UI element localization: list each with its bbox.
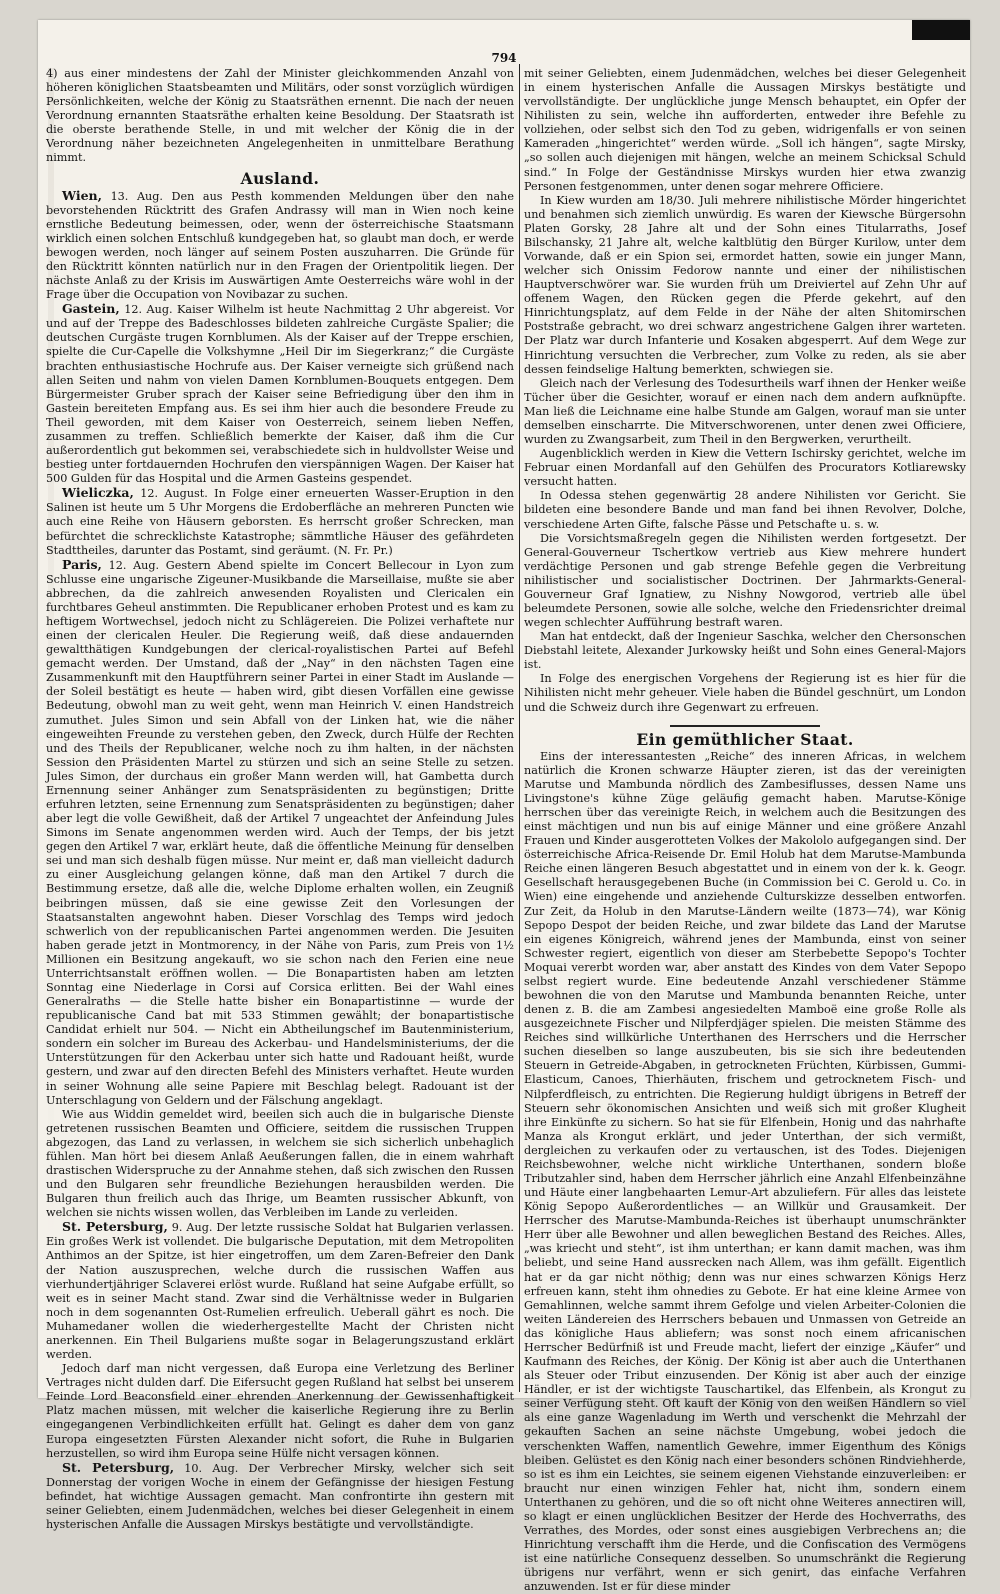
- article-kiew: In Kiew wurden am 18/30. Juli mehrere nihilistische Mörder hingerichtet und benahmen sich ziemlich unwürdig. Es waren der Kiewsche Bürgersohn Platen Gorsky, 28 Jahre alt und der Sohn eines Titularraths, Josef Bilschansky, 21 Jahre alt, welche kaltblütig den Bürger Kurilow, unter dem Vorwande, daß er ein Spion sei, ermordet hatten, sowie ein junger Mann, welcher sich Onissim Fedorow nannte und einer der nihilistischen Hauptverschwörer war. Sie wurden früh um Dreiviertel auf Zehn Uhr auf offenem Wagen, den Rücken gegen die Pferde gekehrt, auf den Hinrichtungsplatz, auf dem Felde in der Nähe der alten Shitomirschen Poststraße gebracht, wo drei schwarz angestrichene Galgen ihrer warteten. Der Platz war durch Infanterie und Kosaken abgesperrt. Auf dem Wege zur Hinrichtung versuchten die Verbrecher, zum Volke zu reden, als sie aber dessen feindselige Haltung bemerkten, schwiegen sie.: [524, 193, 966, 376]
- dateline-paris: Paris,: [62, 556, 102, 572]
- article-gastein: [46, 302, 514, 486]
- article-paris-body: 12. Aug. Gestern Abend spielte im Concert Bellecour in Lyon zum Schlusse eine ungarische Zigeuner-Musikbande die Marseillaise, mußte sie aber abbrechen, da die zahlreich anwesenden Royalisten und Clericalen ein furchtbares Geheul anstimmten. Die Republicaner erhoben Protest und es kam zu heftigem Wortwechsel, jedoch nicht zu Schlägereien. Die Polizei verhaftete nur einen der clericalen Heuler. Die Regierung weiß, daß diese andauernden gewaltthätigen Kundgebungen der clerical-royalistischen Partei auf Befehl gemacht werden. Der Umstand, daß der „Nay“ in den nächsten Tagen eine Zusammenkunft mit den Hauptführern seiner Partei in einer Stadt im Auslande — der Soleil bestätigt es heute — haben wird, gibt diesen Vorfällen eine gewisse Bedeutung, obwohl man zu weit geht, wenn man Heinrich V. einen Handstreich zumuthet. Jules Simon und sein Abfall von der Linken hat, wie die näher eingeweihten Freunde zu verstehen geben, den Zweck, durch Hülfe der Rechten und des Theils der Republicaner, welche noch zu ihm halten, in der nächsten Session den Präsidenten Martel zu stürzen und sich an seine Stelle zu setzen. Jules Simon, der durchaus ein großer Mann werden will, hat Gambetta durch Ernennung seiner Anhänger zum Senatspräsidenten zu begünstigen; Dritte erfuhren letzten, seine Ernennung zum Senatspräsidenten zu begünstigen; daher aber legt die volle Gewißheit, daß der Artikel 7 ungeachtet der Anfeindung Jules Simons im Senate angenommen werden wird. Auch der Temps, der bis jetzt gegen den Artikel 7 war, erklärt heute, daß die öffentliche Meinung für denselben sei und man sich deshalb fügen müsse. Nur meint er, daß man vielleicht dadurch zu einer Ausgleichung gelangen könne, daß man den Artikel 7 durch die Bestimmung ersetze, daß alle die, welche Diplome erhalten wollen, ein Zeugniß beibringen müssen, daß sie eine gewisse Zeit den Vorlesungen der Staatsanstalten angewohnt haben. Dieser Vorschlag des Temps wird jedoch schwerlich von der republicanischen Partei angenommen werden. Die Jesuiten haben gerade jetzt in Montmorency, in der Nähe von Paris, zum Preis von 1½ Millionen ein Besitzung angekauft, wo sie schon nach den Ferien eine neue Unterrichtsanstalt eröffnen wollen. — Die Bonapartisten haben am letzten Sonntag eine Niederlage in Corsi auf Corsica erlitten. Bei der Wahl eines Generalraths — die Stelle hatte bisher ein Bonapartistinne — wurde der republicanische Cand bat mit 533 Stimmen gewählt; der bonapartistische Candidat erhielt nur 504. — Nicht ein Abtheilungschef im Bautenministerium, sondern ein solcher im Bureau des Ackerbau- und Handelsministeriums, der die Unterstützungen für den Ackerbau unter sich hatte und Radouant heißt, wurde gestern, und zwar auf den directen Befehl des Ministers verhaftet. Heute wurden in seiner Wohnung alle seine Papiere mit Beschlag belegt. Radouant ist der Unterschlagung von Geldern und der Fälschung angeklagt.: [46, 558, 514, 1107]
- article-measures: Die Vorsichtsmaßregeln gegen die Nihilisten werden fortgesetzt. Der General-Gouverneur Tschertkow vertrieb aus Kiew mehrere hundert verdächtige Personen und gab strenge Befehle gegen die Verbreitung nihilistischer und socialistischer Doctrinen. Der Jahrmarkts-General-Gouverneur Graf Ignatiew, zu Nishny Nowgorod, vertrieb alle übel beleumdete Personen, sowie alle solche, welche den Friedensrichter dreimal wegen schlechter Aufführung bestraft waren.: [524, 531, 966, 630]
- article-st-petersburg-1-body: 9. Aug. Der letzte russische Soldat hat Bulgarien verlassen. Ein großes Werk ist vollendet. Die bulgarische Deputation, mit dem Metropoliten Anthimos an der Spitze, ist hier eingetroffen, um dem Zaren-Befreier den Dank der Nation auszusprechen, welche durch die russischen Waffen aus vierhundertjähriger Sclaverei erlöst wurde. Rußland hat seine Aufgabe erfüllt, so weit es in seiner Macht stand. Zwar sind die Verhältnisse weder in Bulgarien noch in dem sogenannten Ost-Rumelien erfreulich. Ueberall gährt es noch. Die Muhamedaner wollen die wiederhergestellte Macht der Christen nicht anerkennen. Ein Theil Bulgariens mußte sogar in Belagerungszustand erklärt werden.: [46, 1221, 514, 1362]
- section-rule: [670, 725, 820, 727]
- article-continuation: mit seiner Geliebten, einem Judenmädchen, welches bei dieser Gelegenheit in einem hysterischen Anfalle die Aussagen Mirskys bestätigte und vervollständigte. Der unglückliche junge Mensch behauptet, ein Opfer der Nihilisten zu sein, welche ihn aufforderten, entweder ihre Befehle zu vollziehen, oder selbst sich den Tod zu geben, widrigenfalls er von seinen Kameraden „hingerichtet“ werden würde. „Soll ich hängen“, sagte Mirsky, „so sollen auch diejenigen mit hängen, welche an meinem Schicksal Schuld sind.“ In Folge der Geständnisse Mirskys wurden hier etwa zwanzig Personen festgenommen, unter denen sogar mehrere Officiere.: [524, 67, 966, 193]
- page-edge-tear: [912, 20, 970, 40]
- article-paris: [46, 558, 514, 1108]
- article-wien-body: 13. Aug. Den aus Pesth kommenden Meldungen über den nahe bevorstehenden Rücktritt des Grafen Andrassy will man in Wien noch keine ernstliche Bedeutung beimessen, oder, wenn der österreichische Staatsmann wirklich einen solchen Entschluß kundgegeben hat, so glaubt man doch, er werde bewogen werden, noch länger auf seinem Posten auszuharren. Die Gründe für den Rücktritt könnten natürlich nur in den Fragen der Orientpolitik liegen. Der nächste Anlaß zu der Krisis im Auswärtigen Amte Oesterreichs wäre wohl in der Frage über die Occupation von Novibazar zu suchen.: [46, 189, 514, 302]
- article-nihilists-leave: In Folge des energischen Vorgehens der Regierung ist es hier für die Nihilisten nicht mehr geheuer. Viele haben die Bündel geschnürt, um London und die Schweiz durch ihre Gegenwart zu erfreuen.: [524, 672, 966, 714]
- section-heading-ausland: Ausland.: [240, 168, 320, 188]
- article-wieliczka-body: 12. August. In Folge einer erneuerten Wasser-Eruption in den Salinen ist heute um 5 Uhr Morgens die Erdoberfläche an mehreren Puncten wie auch eine Reihe von Häusern geborsten. Es herrscht großer Schrecken, man befürchtet die schrecklichste Katastrophe; sämmtliche Häuser des gefährdeten Stadttheiles, darunter das Postamt, sind geräumt. (N. Fr. Pr.): [46, 487, 515, 557]
- section-heading-staat: Ein gemüthlicher Staat.: [636, 729, 854, 749]
- dateline-st-petersburg-2: St. Petersburg,: [62, 1459, 175, 1475]
- article-st-petersburg-1: [46, 1220, 514, 1362]
- article-execution: Gleich nach der Verlesung des Todesurtheils warf ihnen der Henker weiße Tücher über die Gesichter, worauf er einen nach dem andern aufknüpfte. Man ließ die Leichname eine halbe Stunde am Galgen, worauf man sie unter demselben einscharrte. Die Mitverschworenen, unter denen zwei Officiere, wurden zu Zwangsarbeit, zum Theil in den Bergwerken, verurtheilt.: [524, 376, 966, 447]
- page-number: 794: [491, 51, 517, 65]
- article-gastein-body: 12. Aug. Kaiser Wilhelm ist heute Nachmittag 2 Uhr abgereist. Vor und auf der Treppe des Badeschlosses bildeten zahlreiche Curgäste Spalier; die deutschen Curgäste trugen Kornblumen. Als der Kaiser auf der Treppe erschien, spielte die Cur-Capelle die Volkshymne „Heil Dir im Siegerkranz;“ die Curgäste brachten enthusiastische Hochrufe aus. Der Kaiser verneigte sich grüßend nach allen Seiten und nahm von vielen Damen Kornblumen-Bouquets entgegen. Dem Bürgermeister Gruber sprach der Kaiser seine Befriedigung über den ihm in Gastein bereiteten Empfang aus. Es sei ihm hier auch die besondere Freude zu Theil geworden, mit dem Kaiser von Oesterreich, seinem lieben Neffen, zusammen zu treffen. Schließlich bemerkte der Kaiser, daß ihm die Cur außerordentlich gut bekommen sei, verabschiedete sich in huldvollster Weise und bestieg unter fortdauernden Hochrufen den vierspännigen Wagen. Der Kaiser hat 500 Gulden für das Hospital und die Armen Gasteins gespendet.: [46, 303, 514, 486]
- article-odessa: In Odessa stehen gegenwärtig 28 andere Nihilisten vor Gericht. Sie bildeten eine besondere Bande und man fand bei ihnen Revolver, Dolche, verschiedene Arten Gifte, falsche Pässe und Petschafte u. s. w.: [524, 489, 966, 531]
- article-st-petersburg-2-body: 10. Aug. Der Verbrecher Mirsky, welcher sich seit Donnerstag der vorigen Woche in einem der Gefängnisse der hiesigen Festung befindet, hat wichtige Aussagen gemacht. Man confrontirte ihn gestern mit seiner Geliebten, einem Judenmädchen, welches bei dieser Gelegenheit in einem hysterischen Anfalle die Aussagen Mirskys bestätigte und vervollständigte.: [46, 1461, 514, 1531]
- newspaper-page: [38, 20, 970, 1594]
- right-column: [524, 67, 966, 1594]
- article-engineer: Man hat entdeckt, daß der Ingenieur Saschka, welcher den Chersonschen Diebstahl leitete, Alexander Jurkowsky heißt und Sohn eines General-Majors ist.: [524, 630, 966, 672]
- article-intro: 4) aus einer mindestens der Zahl der Minister gleichkommenden Anzahl von höheren königlichen Staatsbeamten und Militärs, oder sonst vorzüglich würdigen Persönlichkeiten, welche der König zu Staatsräthen ernennt. Die nach der neuen Verordnung ernannten Staatsräthe erhalten keine Besoldung. Der Staatsrath ist die oberste berathende Stelle, in und mit welcher der König die in der Verordnung näher bezeichneten Angelegenheiten in unmittelbare Berathung nimmt.: [46, 67, 514, 165]
- left-column: [46, 67, 515, 1531]
- dateline-gastein: Gastein,: [62, 301, 120, 317]
- article-staat: Eins der interessantesten „Reiche“ des inneren Africas, in welchem natürlich die Kronen schwarze Häupter zieren, ist das der vereinigten Marutse und Mambunda nördlich des Zambesiflusses, dessen Name uns Livingstone's kühne Züge geläufig gemacht haben. Marutse-Könige herrschen über das vereinigte Reich, in welchem auch die Besitzungen des einst mächtigen und nun bis auf einige Männer und eine größere Anzahl Frauen und Kinder ausgerotteten Volkes der Makololo aufgegangen sind. Der österreichische Africa-Reisende Dr. Emil Holub hat dem Marutse-Mambunda Reiche einen längeren Besuch abgestattet und in einem von der k. k. Geogr. Gesellschaft herausgegebenen Buche (in Commission bei C. Gerold u. Co. in Wien) eine eingehende und anziehende Culturskizze desselben entworfen. Zur Zeit, da Holub in den Marutse-Ländern weilte (1873—74), war König Sepopo Despot der beiden Reiche, und zwar bildete das Land der Marutse ein eigenes Königreich, während jenes der Mambunda, einst von seiner Schwester regiert, eigentlich von dieser am Sterbebette Sepopo's Tochter Moquai vererbt worden war, aber anstatt des Kindes von dem Vater Sepopo selbst regiert wurde. Eine bedeutende Anzahl verschiedener Stämme bewohnen die von den Marutse und Mambunda benannten Reiche, unter denen z. B. die am Zambesi angesiedelten Mamboë eine große Rolle als ausgezeichnete Fischer und Nilpferdjäger spielen. Die meisten Stämme des Reiches sind willkürliche Unterthanen des Herrschers und die Herrscher suchen dieselben so lange auszubeuten, bis sie sich ihre bedeutenden Steuern in Getreide-Abgaben, in getrockneten Früchten, Kürbissen, Gummi-Elasticum, Canoes, Thierhäuten, frischem und getrocknetem Fisch- und Nilpferdfleisch, zu entrichten. Die Regierung huldigt übrigens in Betreff der Steuern sehr ökonomischen Ansichten und weiß sich mit großer Klugheit ihre Einkünfte zu sichern. So hat sie für Elfenbein, Honig und das nahrhafte Manza als Krongut erklärt, und jeder Unterthan, der sich vermißt, dergleichen zu verkaufen oder zu vertauschen, ist des Todes. Diejenigen Reichsbewohner, welche nicht wirkliche Unterthanen, sondern bloße Tributzahler sind, haben dem Herrscher jährlich eine Anzahl Elfenbeinzähne und Häute einer langbehaarten Lemur-Art abzuliefern. Für alles das leistete König Sepopo Außerordentliches — an Willkür und Grausamkeit. Der Herrscher des Marutse-Mambunda-Reiches ist überhaupt unumschränkter Herr über alle Bewohner und allen beweglichen Bestand des Reiches. Alles, „was kriecht und steht“, ist ihm unterthan; er kann damit machen, was ihm beliebt, und seine Hand aussrecken nach Allem, was ihm gefällt. Eigentlich hat er da gar nicht nöthig; denn was nur eines schwarzen Königs Herz erfreuen kann, steht ihm ohnedies zu Gebote. Er hat eine kleine Armee von Gemahlinnen, welche sammt ihrem Gefolge und vielen Arbeiter-Colonien die weiten Ländereien des Herrschers bebauen und Unmassen von Getreide an das königliche Haus abliefern; was sonst noch einem africanischen Herrscher Bedürfniß ist und Freude macht, liefert der einzige „Käufer“ und Kaufmann des Reiches, der König. Der König ist aber auch die Unterthanen als Steuer oder Tribut einzusenden. Der König ist aber auch der einzige Händler, er ist der wichtigste Tauschartikel, das Elfenbein, als Krongut zu seiner Verfügung steht. Oft kauft der König von den weißen Händlern so viel als eine ganze Wagenladung im Werth und verschenkt die Mehrzahl der gekauften Sachen an seine nächste Umgebung, wobei jedoch die verschenkten Waffen, namentlich Gewehre, immer Eigenthum des Königs bleiben. Gelüstet es den König nach einer besonders schönen Rindviehherde, so ist es ihm ein Leichtes, sie seinem eigenen Viehstande einzuverleiben: er braucht nur einen winzigen Fehler hat, nicht ihm, sondern einem Unterthanen zu gehören, und die so oft nicht ohne Weiteres annectiren will, so klagt er einen unglücklichen Besitzer der Herde des Hochverraths, des Verrathes, des Mordes, oder sonst eines ausgiebigen Verbrechens an; die Hinrichtung verschafft ihm die Herde, und die Confiscation des Vermögens ist eine natürliche Consequenz desselben. So unumschränkt die Regierung übrigens nur verfährt, wenn er sich genirt, das einfache Verfahren anzuwenden. Ist er für diese minder: [524, 749, 966, 1594]
- article-wien: [46, 189, 514, 303]
- dateline-wieliczka: Wieliczka,: [62, 485, 134, 501]
- dateline-wien: Wien,: [62, 187, 102, 203]
- article-st-petersburg-1b: Jedoch darf man nicht vergessen, daß Europa eine Verletzung des Berliner Vertrages nicht dulden darf. Die Eifersucht gegen Rußland hat selbst bei unserem Feinde Lord Beaconsfield einer ehrenden Anerkennung der Gewissenhaftigkeit Platz machen müssen, mit welcher die kaiserliche Regierung ihre zu Berlin eingegangenen Verbindlichkeiten erfüllt hat. Gelingt es daher dem von ganz Europa eingesetzten Fürsten Alexander nicht sofort, die Ruhe in Bulgarien herzustellen, so wird ihm Europa seine Hülfe nicht versagen können.: [46, 1362, 514, 1460]
- article-kiew-trial: Augenblicklich werden in Kiew die Vettern Ischirsky gerichtet, welche im Februar einen Mordanfall auf den Gehülfen des Procurators Kotliarewsky versucht hatten.: [524, 447, 966, 489]
- article-wieliczka: [46, 486, 514, 557]
- article-widdin: Wie aus Widdin gemeldet wird, beeilen sich auch die in bulgarische Dienste getretenen russischen Beamten und Officiere, seitdem die russischen Truppen abgezogen, das Land zu verlassen, in welchem sie sich sicherlich unbehaglich fühlen. Man hört bei diesem Anlaß Aeußerungen fallen, die in einem wahrhaft drastischen Widerspruche zu der Annahme stehen, daß sich zwischen den Russen und den Bulgaren sehr freundliche Beziehungen herausbilden werden. Die Bulgaren thun freilich auch das Ihrige, um Beamten russischer Abkunft, von welchen sie nichts wissen wollen, das Verbleiben im Lande zu verleiden.: [46, 1107, 514, 1220]
- article-st-petersburg-2: [46, 1461, 514, 1532]
- column-divider: [519, 64, 520, 1392]
- dateline-st-petersburg-1: St. Petersburg,: [62, 1219, 168, 1235]
